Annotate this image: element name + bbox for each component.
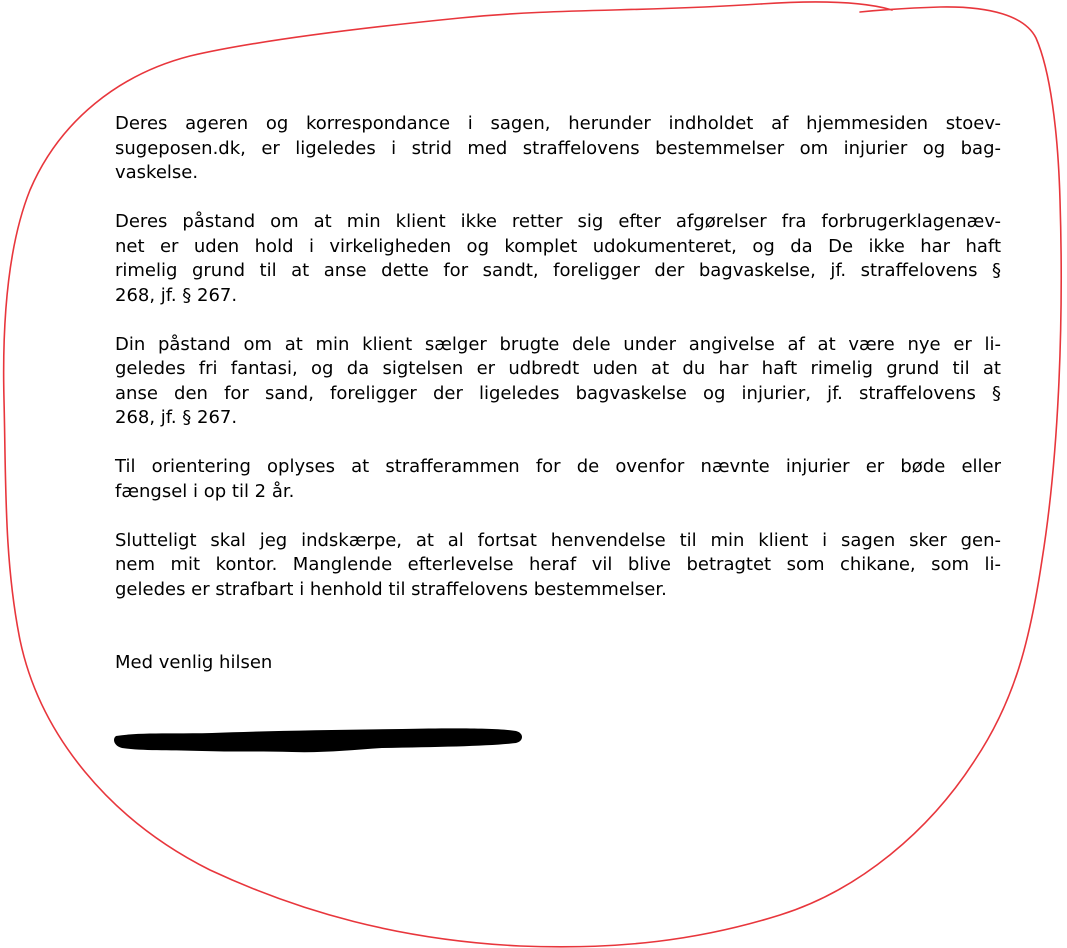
redaction-ink	[114, 728, 522, 752]
text-line: net er uden hold i virkeligheden og komplet udokumenteret, og da De ikke har haft	[115, 235, 1001, 257]
text-line: geledes fri fantasi, og da sigtelsen er udbredt uden at du har haft rimelig grund til at	[115, 358, 1001, 379]
paragraph-4	[115, 455, 1001, 504]
paragraph-5	[115, 529, 1001, 603]
text-line: sugeposen.dk, er ligeledes i strid med straffelovens bestemmelser om injurier og bag-	[115, 137, 1001, 159]
text-line: nem mit kontor. Manglende efterlevelse heraf vil blive betragtet som chikane, som li-	[115, 554, 1001, 575]
signature-redaction-scribble	[112, 722, 528, 756]
text-line: anse den for sand, foreligger der ligeledes bagvaskelse og injurier, jf. straffelovens §	[115, 382, 1001, 404]
letter-body	[115, 112, 1001, 676]
paragraph-3	[115, 333, 1001, 431]
text-line: geledes er strafbart i henhold til straffelovens bestemmelser.	[115, 578, 667, 600]
text-line: 268, jf. § 267.	[115, 284, 238, 306]
text-line: 268, jf. § 267.	[115, 407, 238, 428]
closing-salutation	[115, 651, 1001, 676]
text-line: fængsel i op til 2 år.	[115, 480, 295, 502]
text-line: Din påstand om at min klient sælger brugte dele under angivelse af at være nye er li-	[115, 333, 1001, 355]
text-line: Slutteligt skal jeg indskærpe, at al fortsat henvendelse til min klient i sagen sker gen-	[115, 529, 1001, 551]
text-line: rimelig grund til at anse dette for sandt, foreligger der bagvaskelse, jf. straffelovens §	[115, 260, 1001, 281]
text-line: Deres påstand om at min klient ikke retter sig efter afgørelser fra forbrugerklagenæv-	[115, 211, 1001, 232]
text-line: Til orientering oplyses at strafferammen for de ovenfor nævnte injurier er bøde eller	[115, 456, 1001, 477]
paragraph-1	[115, 112, 1001, 186]
text-line: vaskelse.	[115, 162, 199, 183]
paragraph-2	[115, 210, 1001, 308]
text-line: Deres ageren og korrespondance i sagen, herunder indholdet af hjemmesiden stoev-	[115, 113, 1001, 134]
text-line: Med venlig hilsen	[115, 652, 273, 673]
